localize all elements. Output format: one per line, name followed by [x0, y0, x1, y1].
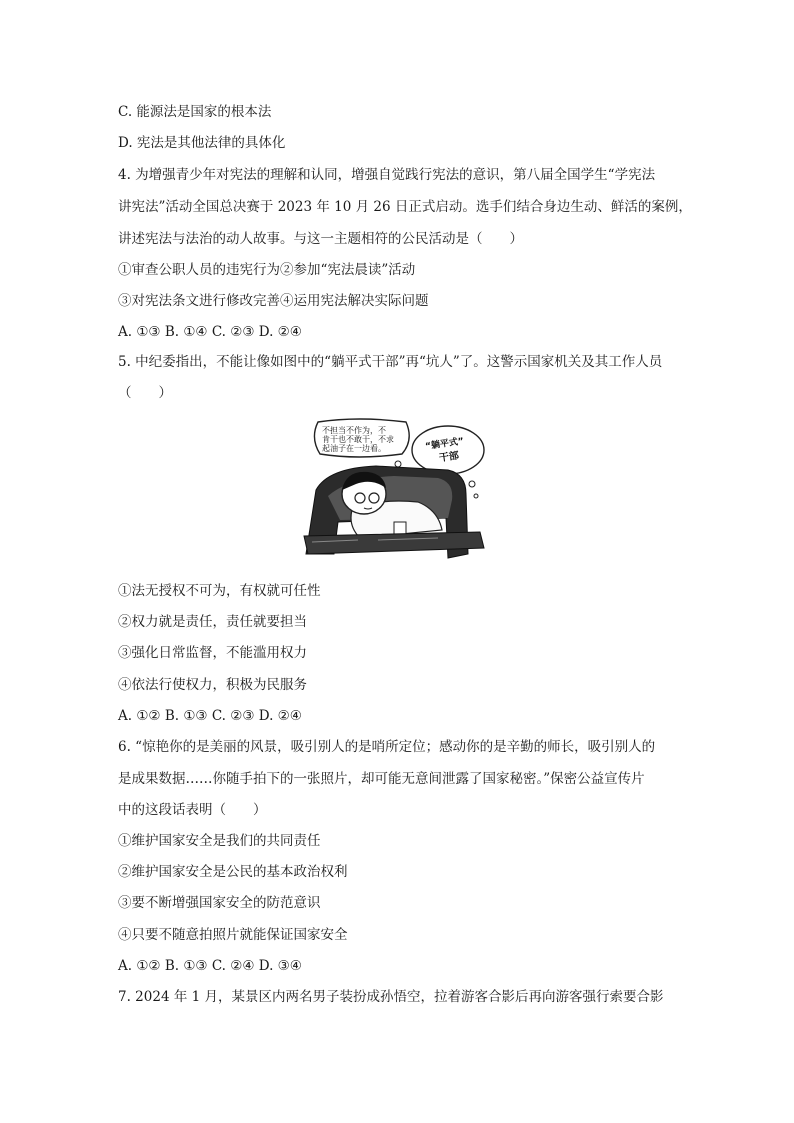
q6-item-2: ②维护国家安全是公民的基本政治权利 — [118, 864, 348, 880]
q4-choices: A. ①③ B. ①④ C. ②③ D. ②④ — [118, 324, 302, 340]
cloud-label-2: 干部 — [438, 450, 460, 465]
q3-option-c: C. 能源法是国家的根本法 — [118, 104, 272, 120]
q6-stem-line-3: 中的这段话表明（ ） — [118, 802, 267, 818]
q4-stem-line-1: 4. 为增强青少年对宪法的理解和认同，增强自觉践行宪法的意识，第八届全国学生“学宪法 — [118, 167, 656, 183]
q4-items-line-1: ①审查公职人员的违宪行为②参加“宪法晨读”活动 — [118, 262, 416, 278]
bubble-text-3: 起油子在一边看。 — [322, 444, 386, 453]
q5-stem-line-1: 5. 中纪委指出，不能让像如图中的“躺平式干部”再“坑人”了。这警示国家机关及其工作人员 — [118, 354, 663, 370]
cloud-label-1: “躺平式” — [424, 436, 465, 453]
q5-item-4: ④依法行使权力，积极为民服务 — [118, 677, 307, 693]
q4-stem-line-2: 讲宪法”活动全国总决赛于 2023 年 10 月 26 日正式启动。选手们结合身边生动、鲜活的案例， — [118, 199, 692, 215]
q5-stem-line-2: （ ） — [118, 385, 172, 401]
q3-option-d: D. 宪法是其他法律的具体化 — [118, 135, 286, 151]
q4-items-line-2: ③对宪法条文进行修改完善④运用宪法解决实际问题 — [118, 293, 429, 309]
q6-choices: A. ①② B. ①③ C. ②④ D. ③④ — [118, 958, 302, 974]
q6-stem-line-1: 6. “惊艳你的是美丽的风景，吸引别人的是哨所定位；感动你的是辛勤的师长，吸引别人的 — [118, 739, 656, 755]
q4-stem-line-3: 讲述宪法与法治的动人故事。与这一主题相符的公民活动是（ ） — [118, 231, 523, 247]
bubble-text-1: 不担当不作为，不 — [322, 426, 386, 435]
label-cloud — [412, 426, 484, 474]
q5-item-3: ③强化日常监督，不能滥用权力 — [118, 645, 307, 661]
q7-stem-line-1: 7. 2024 年 1 月，某景区内两名男子装扮成孙悟空，拉着游客合影后再向游客强行索要合影 — [118, 989, 664, 1005]
q5-choices: A. ①② B. ①③ C. ②③ D. ②④ — [118, 708, 302, 724]
q6-item-3: ③要不断增强国家安全的防范意识 — [118, 895, 321, 911]
q6-item-1: ①维护国家安全是我们的共同责任 — [118, 833, 321, 849]
q6-stem-line-2: 是成果数据……你随手拍下的一张照片，却可能无意间泄露了国家秘密。”保密公益宣传片 — [118, 771, 645, 787]
q5-item-2: ②权力就是责任，责任就要担当 — [118, 614, 307, 630]
q6-item-4: ④只要不随意拍照片就能保证国家安全 — [118, 927, 348, 943]
q5-item-1: ①法无授权不可为，有权就可任性 — [118, 583, 321, 599]
lying-flat-cadre-cartoon — [298, 414, 490, 560]
bubble-text-2: 肯干也不敢干，不求 — [322, 435, 394, 444]
